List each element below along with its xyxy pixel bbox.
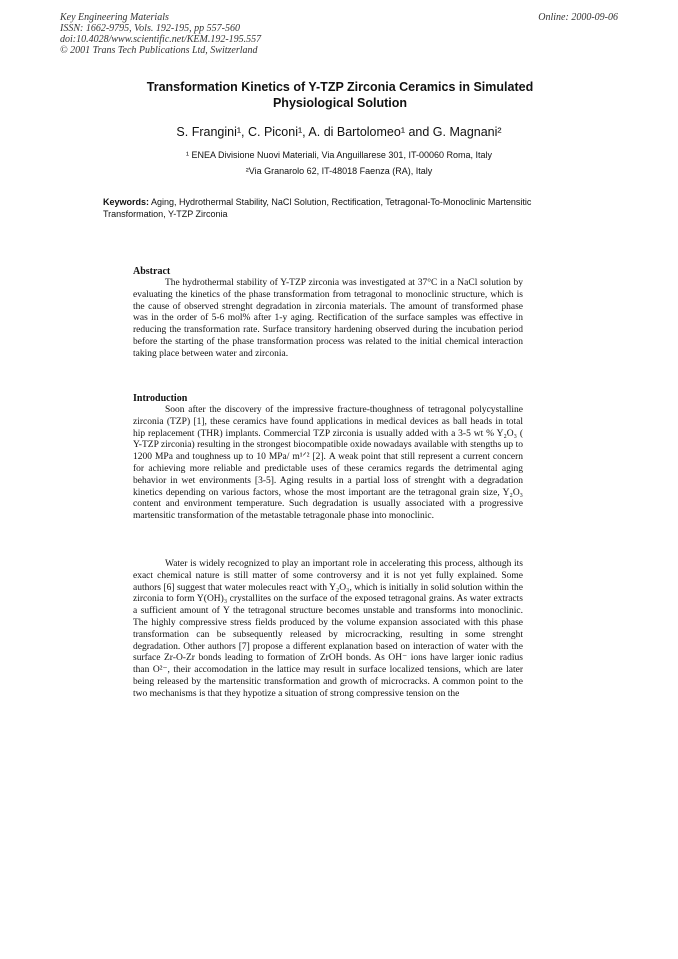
copyright-line: © 2001 Trans Tech Publications Ltd, Switzerland	[60, 45, 258, 56]
abstract-heading: Abstract	[133, 266, 171, 277]
abstract-text: The hydrothermal stability of Y-TZP zirconia was investigated at 37°C in a NaCl solution by evaluating the kinetics of the phase transformation from tetragonal to monoclinic structure, which is the cause of observed strenght degradation in zirconia materials. The amount of transformed phase was in the order of 5-6 mol% after 1-y aging. Rectification of the surface samples was effective in reducing the transformation rate. Surface transitory hardening observed during the incubation period before the starting of the phase transformation process was related to the initial chemical interaction taking place between water and zirconia.	[133, 278, 523, 359]
citation-block	[60, 12, 261, 56]
keywords-label: Keywords:	[103, 197, 150, 207]
issn-line: ISSN: 1662-9795, Vols. 192-195, pp 557-560	[60, 23, 240, 34]
affiliation-1: ¹ ENEA Divisione Nuovi Materiali, Via Anguillarese 301, IT-00060 Roma, Italy	[186, 150, 492, 160]
paper-title: Transformation Kinetics of Y-TZP Zirconia Ceramics in Simulated Physiological Solution	[146, 80, 534, 110]
journal-name: Key Engineering Materials	[60, 12, 169, 23]
introduction-paragraph-1: Soon after the discovery of the impressive fracture-thoughness of tetragonal polycystalline zirconia (TZP) [1], these ceramics have found applications in medical devices as ball heads in total hip replacement (THR) implants. Commercial TZP zirconia is usually added with a 3-5 wt % Y₂O₃ ( Y-TZP zirconia) resulting in the strongest biocompatible oxide nowadays available with stengths up to 1200 MPa and toughness up to 10 MPa/ m¹ᐟ² [2]. A weak point that still represent a current concern for achieving more reliable and predictable uses of these ceramics regards the detrimental aging behavior in wet environments [3-5]. Aging results in a partial loss of strenght with a degradation kinetics depending on various factors, whose the most important are the tetragonal grain size, Y₂O₃ content and environment temperature. Such degradation is usually associated with a progressive martensitic transformation of the metastable tetragonale phase into monoclinic.	[133, 405, 523, 522]
doi-line: doi:10.4028/www.scientific.net/KEM.192-195.557	[60, 34, 262, 45]
keywords-block	[103, 196, 561, 220]
affiliation-2: ²Via Granarolo 62, IT-48018 Faenza (RA), Italy	[245, 166, 433, 176]
author-list: S. Frangini¹, C. Piconi¹, A. di Bartolomeo¹ and G. Magnani²	[176, 125, 502, 139]
introduction-paragraph-2: Water is widely recognized to play an important role in accelerating this process, although its exact chemical nature is still matter of some controversy and it is not yet fully explained. Some authors [6] suggest that water molecules react with Y₂O₃, which is initially in solid solution within the zirconia to form Y(OH)₃ crystallites on the surface of the exposed tetragonal grains. As water extracts a sufficient amount of Y the tetragonal structure becomes unstable and transforms into monoclinic. The highly compressive stress fields produced by the volume expansion associated with this phase transformation can be subsequently released by microcracking, resulting in some strenght degradation. Other authors [7] propose a different explanation based on interaction of water with the surface Zr-O-Zr bonds leading to formation of ZrOH bonds. As OH⁻ ions have larger ionic radius than O²⁻, their accomodation in the lattice may result in surface localized tensions, which are later being released by the martensitic transformation and growth of microcracks. A common point to the two mechanisms is that they hypotize a situation of strong compressive tension on the	[133, 559, 523, 699]
keywords-text: Aging, Hydrothermal Stability, NaCl Solution, Rectification, Tetragonal-To-Monoclinic Martensitic Transformation, Y-TZP Zirconia	[103, 197, 532, 219]
introduction-heading: Introduction	[133, 393, 188, 404]
online-date: Online: 2000-09-06	[538, 12, 618, 23]
